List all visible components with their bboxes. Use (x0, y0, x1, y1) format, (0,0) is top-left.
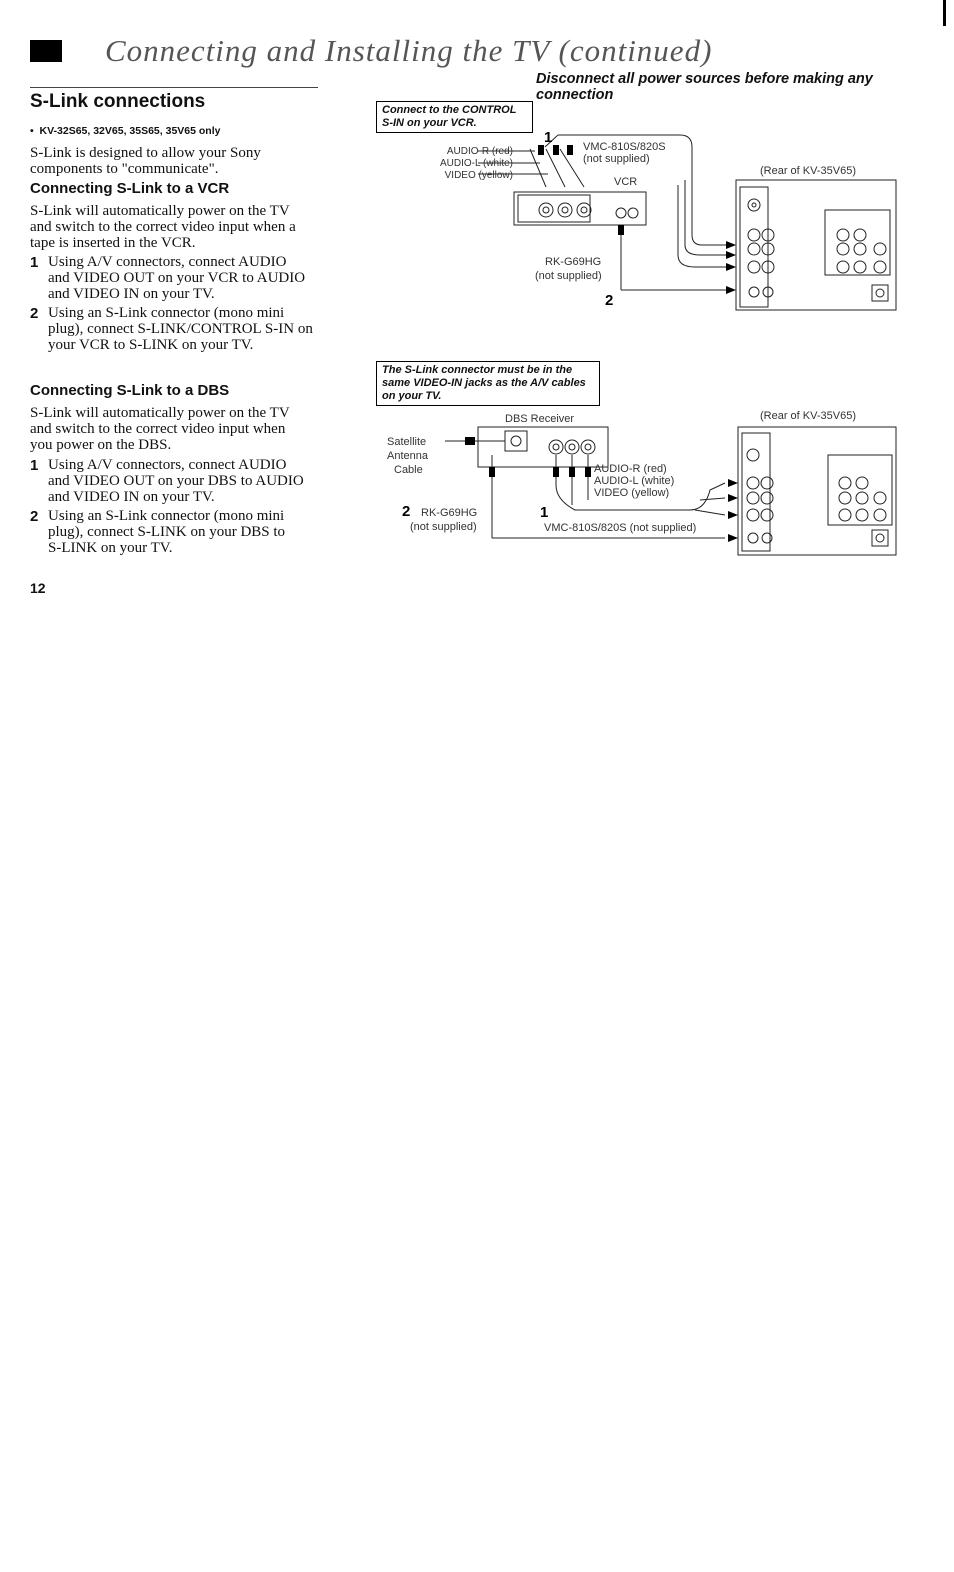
diagram-step-2: 2 (402, 503, 411, 520)
cable2-note: (not supplied) (410, 521, 477, 533)
dbs-connection-diagram (370, 405, 950, 565)
video-label: VIDEO (yellow) (594, 487, 670, 499)
dbs-intro (30, 405, 290, 453)
jack-icon (577, 203, 591, 217)
note-line: same VIDEO-IN jacks as the A/V cables (382, 377, 586, 389)
dbs-step-1 (48, 457, 304, 505)
models-bullet: • KV-32S65, 32V65, 35S65, 35V65 only (30, 125, 221, 137)
vcr-device-label: VCR (614, 176, 638, 188)
step-line: S-LINK on your TV. (48, 540, 173, 556)
dbs-heading: Connecting S-Link to a DBS (30, 382, 230, 399)
step-line: plug), connect S-LINK on your DBS to (48, 524, 286, 540)
note-line: S-IN on your VCR. (382, 117, 477, 129)
intro-line: components to "communicate". (30, 161, 219, 177)
step-line: Using A/V connectors, connect AUDIO (48, 254, 287, 270)
intro-paragraph (30, 145, 261, 177)
vcr-heading: Connecting S-Link to a VCR (30, 180, 230, 197)
step-line: your VCR to S-LINK on your TV. (48, 337, 254, 353)
dbs-intro-line: and switch to the correct video input when (30, 421, 286, 437)
satellite-label: Satellite (387, 436, 427, 448)
cable1-label: VMC-810S/820S (583, 141, 666, 153)
step-line: Using an S-Link connector (mono mini (48, 508, 285, 524)
dbs-intro-line: S-Link will automatically power on the TV (30, 405, 290, 421)
audio-l-label: AUDIO-L (white) (594, 475, 675, 487)
step-line: Using A/V connectors, connect AUDIO (48, 457, 287, 473)
cable2-label: RK-G69HG (545, 256, 602, 268)
tv-rear-label: (Rear of KV-35V65) (760, 165, 856, 177)
intro-line: S-Link is designed to allow your Sony (30, 145, 261, 161)
audio-l-label: AUDIO-L (white) (440, 158, 513, 169)
video-label: VIDEO (yellow) (444, 170, 513, 181)
step-line: and VIDEO IN on your TV. (48, 489, 215, 505)
dbs-intro-line: you power on the DBS. (30, 437, 172, 453)
diagram-step-1: 1 (540, 504, 549, 521)
note-line: Connect to the CONTROL (382, 104, 517, 116)
cable1-label: VMC-810S/820S (not supplied) (544, 522, 697, 534)
dbs-note-box (376, 361, 600, 406)
satellite-label: Cable (394, 464, 423, 476)
dbs-receiver-label: DBS Receiver (505, 413, 575, 425)
audio-r-label: AUDIO-R (red) (446, 146, 513, 157)
note-line: on your TV. (382, 390, 442, 402)
models-text: KV-32S65, 32V65, 35S65, 35V65 only (39, 125, 221, 137)
header-rule (30, 87, 318, 88)
step-line: and VIDEO OUT on your VCR to AUDIO (48, 270, 306, 286)
header-block-mark (30, 40, 62, 62)
jack-icon (558, 203, 572, 217)
cable2-note: (not supplied) (535, 270, 602, 282)
page-number: 12 (30, 580, 46, 596)
audio-r-label: AUDIO-R (red) (594, 463, 667, 475)
satellite-label: Antenna (387, 450, 428, 462)
diagram-step-1: 1 (544, 129, 553, 146)
cable1-note: (not supplied) (583, 153, 650, 165)
dbs-step-2 (48, 508, 285, 556)
step-line: and VIDEO IN on your TV. (48, 286, 215, 302)
vcr-intro (30, 203, 296, 251)
dbs-step-number: 2 (30, 508, 39, 525)
diagram-step-2: 2 (605, 292, 614, 309)
power-warning: Disconnect all power sources before making any connection (536, 71, 873, 103)
vcr-connection-diagram (370, 125, 950, 320)
vcr-step-number: 2 (30, 305, 39, 322)
note-line: The S-Link connector must be in the (382, 364, 573, 376)
vcr-step-number: 1 (30, 254, 39, 271)
vcr-intro-line: S-Link will automatically power on the TV (30, 203, 290, 219)
vcr-intro-line: and switch to the correct video input when a (30, 219, 296, 235)
step-line: Using an S-Link connector (mono mini (48, 305, 285, 321)
vcr-step-2 (48, 305, 313, 353)
vcr-intro-line: tape is inserted in the VCR. (30, 235, 196, 251)
step-line: plug), connect S-LINK/CONTROL S-IN on (48, 321, 313, 337)
edge-tab-mark (943, 0, 946, 26)
dbs-step-number: 1 (30, 457, 39, 474)
step-line: and VIDEO OUT on your DBS to AUDIO (48, 473, 304, 489)
tv-rear-label: (Rear of KV-35V65) (760, 410, 856, 422)
cable2-label: RK-G69HG (421, 507, 478, 519)
vcr-step-1 (48, 254, 305, 302)
vcr-rear-panel (514, 192, 646, 225)
section-title: S-Link connections (30, 91, 206, 112)
jack-icon (539, 203, 553, 217)
page-header-title: Connecting and Installing the TV (continued) (105, 33, 713, 68)
